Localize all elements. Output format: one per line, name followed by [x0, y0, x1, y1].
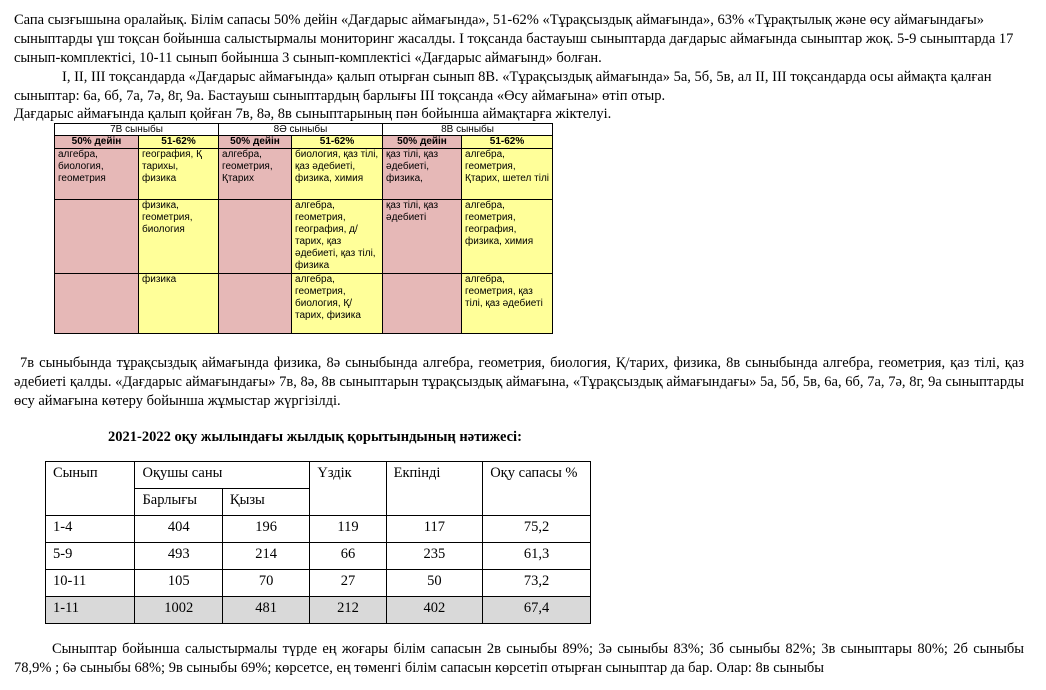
cell-quality: 67,4 — [483, 597, 591, 624]
quarters-paragraph: І, ІІ, ІІІ тоқсандарда «Дағдарыс аймағында» қалып отырған сынып 8В. «Тұрақсыздық аймағында» 5а, 5б, 5в, ал ІІ, ІІІ тоқсандарда осы аймақта қалған сыныптар: 6а, 6б, 7а, 7ә, 8г, 9а. Бастауыш сыныптардың барлығы ІІІ тоқсанда «Өсу аймағына» өтіп отыр. — [14, 69, 992, 104]
table-cell — [55, 200, 139, 274]
table-cell: алгебра, геометрия, география, физика, химия — [462, 200, 553, 274]
cell-total: 1002 — [135, 597, 222, 624]
table-cell — [55, 274, 139, 334]
intro-paragraph: Сапа сызғышына оралайық. Білім сапасы 50% дейін «Дағдарыс аймағында», 51-62% «Тұрақсыздық аймағында», 63% «Тұрақтылық және өсу аймағындағы» сыныптарды үш тоқсан бойынша салыстырмалы мониторинг жасалды. І тоқсанда бастауыш сыныптарда дағдарыс аймағында сыныптар жоқ. 5-9 сыныптарда 17 сынып-комплектісі, 10-11 сынып бойынша 3 сынып-комплектісі «Дағдарыс аймағынд» болған. — [14, 12, 1014, 66]
table-cell: биология, қаз тілі, қаз әдебиеті, физика, химия — [292, 149, 383, 200]
zones-summary-paragraph: 7в сыныбында тұрақсыздық аймағында физика, 8ә сыныбында алгебра, геометрия, биология, Қ/тарих, физика, 8в сыныбында алгебра, геометрия, қаз тілі, қаз әдебиеті қалды. «Дағдарыс аймағындағы» 7в, 8ә, 8в сыныптарын тұрақсыздық аймағына, «Тұрақсыздық аймағындағы» 5а, 5б, 5в, 6а, 6б, 7а, 7ә, 8г, 9а сыныптарды өсу аймағына көтеру бойынша жұмыстар жүргізілді. — [14, 355, 1024, 409]
table-cell: физика, геометрия, биология — [139, 200, 219, 274]
zone-header: 51-62% — [462, 136, 553, 149]
cell-girls: 196 — [222, 516, 309, 543]
cell-excellent: 66 — [310, 543, 386, 570]
results-table — [45, 461, 591, 624]
header-class: Сынып — [46, 462, 135, 516]
header-excellent: Үздік — [310, 462, 386, 516]
quality-ranking-paragraph: Сыныптар бойынша салыстырмалы түрде ең жоғары білім сапасын 2в сыныбы 89%; 3ә сыныбы 83%; 3б сыныбы 82%; 3в сыныптары 80%; 2б сыныбы 78,9% ; 6ә сыныбы 68%; 9в сыныбы 69%; көрсетсе, ең төменгі білім сапасын көрсетіп отырған сыныптар да бар. Олар: 8в сыныбы — [14, 641, 1024, 676]
subject-zones-table — [54, 123, 553, 334]
table-row — [46, 543, 591, 570]
cell-good: 235 — [386, 543, 483, 570]
zone-header: 51-62% — [292, 136, 383, 149]
table-row — [46, 516, 591, 543]
group-header: 7В сыныбы — [55, 124, 219, 136]
header-girls: Қызы — [222, 489, 309, 516]
cell-girls: 214 — [222, 543, 309, 570]
table-cell: қаз тілі, қаз әдебиеті, физика, — [383, 149, 462, 200]
cell-class: 1-4 — [46, 516, 135, 543]
header-good: Екпінді — [386, 462, 483, 516]
table-cell: физика — [139, 274, 219, 334]
table-cell: алгебра, геометрия, Қтарих, шетел тілі — [462, 149, 553, 200]
header-students: Оқушы саны — [135, 462, 310, 489]
header-quality: Оқу сапасы % — [483, 462, 591, 516]
cell-girls: 481 — [222, 597, 309, 624]
group-header: 8Ә сыныбы — [219, 124, 383, 136]
table-row — [55, 149, 553, 200]
cell-total: 105 — [135, 570, 222, 597]
table-cell: алгебра, геометрия, қаз тілі, қаз әдебиеті — [462, 274, 553, 334]
cell-total: 404 — [135, 516, 222, 543]
header-total: Барлығы — [135, 489, 222, 516]
table-caption: Дағдарыс аймағында қалып қойған 7в, 8ә, 8в сыныптарының пән бойынша аймақтарға жіктелуі. — [14, 106, 612, 122]
table-cell: қаз тілі, қаз әдебиеті — [383, 200, 462, 274]
zone-header: 50% дейін — [383, 136, 462, 149]
cell-excellent: 212 — [310, 597, 386, 624]
total-row — [46, 597, 591, 624]
cell-quality: 61,3 — [483, 543, 591, 570]
table-cell: география, Қ тарихы, физика — [139, 149, 219, 200]
cell-excellent: 27 — [310, 570, 386, 597]
cell-class: 10-11 — [46, 570, 135, 597]
table-row — [46, 570, 591, 597]
table-cell — [383, 274, 462, 334]
cell-girls: 70 — [222, 570, 309, 597]
table-cell — [219, 200, 292, 274]
table-row — [55, 200, 553, 274]
zone-header: 50% дейін — [55, 136, 139, 149]
table-cell — [219, 274, 292, 334]
cell-class: 1-11 — [46, 597, 135, 624]
table-cell: алгебра, биология, геометрия — [55, 149, 139, 200]
cell-quality: 75,2 — [483, 516, 591, 543]
zone-header: 50% дейін — [219, 136, 292, 149]
cell-quality: 73,2 — [483, 570, 591, 597]
cell-class: 5-9 — [46, 543, 135, 570]
table-cell: алгебра, геометрия, география, д/тарих, қаз әдебиеті, қаз тілі, физика — [292, 200, 383, 274]
zone-header: 51-62% — [139, 136, 219, 149]
cell-good: 117 — [386, 516, 483, 543]
cell-total: 493 — [135, 543, 222, 570]
table-cell: алгебра, геометрия, Қтарих — [219, 149, 292, 200]
cell-good: 50 — [386, 570, 483, 597]
group-header: 8В сыныбы — [383, 124, 553, 136]
table-row — [55, 274, 553, 334]
cell-excellent: 119 — [310, 516, 386, 543]
cell-good: 402 — [386, 597, 483, 624]
results-heading: 2021-2022 оқу жылындағы жылдық қорытындының нәтижесі: — [108, 429, 522, 445]
table-cell: алгебра, геометрия, биология, Қ/тарих, физика — [292, 274, 383, 334]
